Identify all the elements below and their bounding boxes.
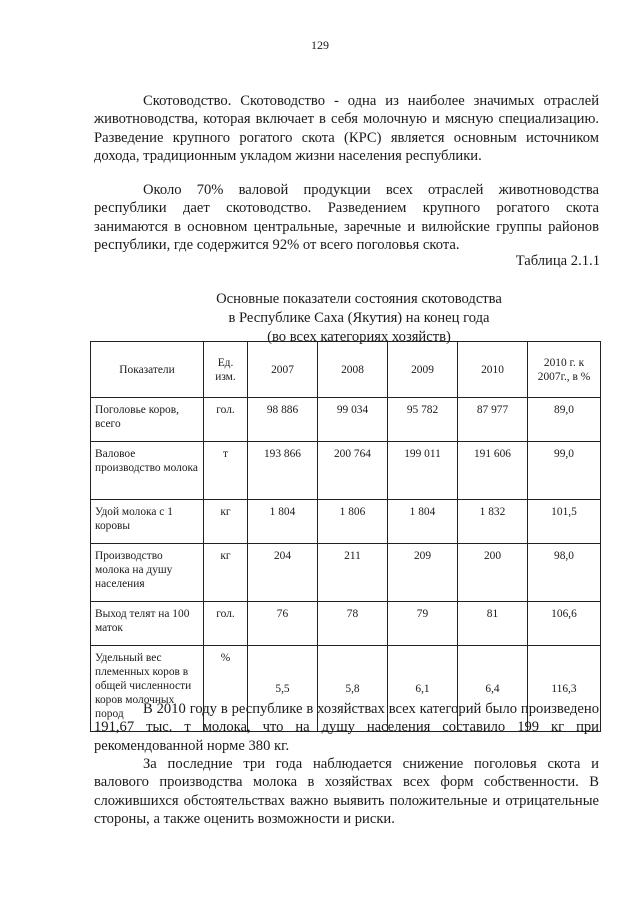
row-value-2010: 81 [458, 602, 528, 646]
page-number: 129 [311, 38, 329, 52]
header-ratio: 2010 г. к 2007г., в % [528, 342, 601, 398]
table-title-line: (во всех категориях хозяйств) [267, 329, 451, 345]
cattle-indicators-table [90, 341, 601, 732]
row-ratio: 99,0 [528, 442, 601, 500]
row-value-2008: 5,8 [318, 646, 388, 732]
row-value-2008: 1 806 [318, 500, 388, 544]
row-value-2007: 76 [248, 602, 318, 646]
row-indicator-name: Удой молока с 1 коровы [91, 500, 204, 544]
header-2009: 2009 [388, 342, 458, 398]
row-value-2007: 98 886 [248, 398, 318, 442]
table-title [94, 290, 624, 347]
header-2008: 2008 [318, 342, 388, 398]
header-unit: Ед. изм. [204, 342, 248, 398]
table-row [91, 442, 601, 500]
row-unit: гол. [204, 398, 248, 442]
row-ratio: 98,0 [528, 544, 601, 602]
row-value-2008: 211 [318, 544, 388, 602]
header-indicator: Показатели [91, 342, 204, 398]
row-indicator-name: Поголовье коров, всего [91, 398, 204, 442]
row-value-2008: 99 034 [318, 398, 388, 442]
row-unit: т [204, 442, 248, 500]
row-ratio: 116,3 [528, 646, 601, 732]
row-value-2008: 200 764 [318, 442, 388, 500]
row-indicator-name: Удельный вес племенных коров в общей численности коров молочных пород [91, 646, 204, 732]
header-2010: 2010 [458, 342, 528, 398]
row-indicator-name: Производство молока на душу населения [91, 544, 204, 602]
table-header-row [91, 342, 601, 398]
row-value-2010: 1 832 [458, 500, 528, 544]
row-value-2009: 6,1 [388, 646, 458, 732]
row-unit: гол. [204, 602, 248, 646]
row-value-2009: 1 804 [388, 500, 458, 544]
row-value-2007: 204 [248, 544, 318, 602]
row-value-2010: 191 606 [458, 442, 528, 500]
paragraph-cattle-breeding: Скотоводство. Скотоводство - одна из наиболее значимых отраслей животноводства, которая включает в себя молочную и мясную специализацию. Разведение крупного рогатого скота (КРС) является основным источником дохода, традиционным укладом жизни населения республики. [94, 93, 599, 165]
row-value-2010: 6,4 [458, 646, 528, 732]
row-unit: кг [204, 500, 248, 544]
table-row [91, 398, 601, 442]
paragraph-milk-production-2010: В 2010 году в республике в хозяйствах всех категорий было произведено 191,67 тыс. т молока, что на душу населения составило 199 кг при рекомендованной норме 380 кг. [94, 701, 599, 754]
paragraph-livestock-share: Около 70% валовой продукции всех отраслей животноводства республики дает скотоводство. Разведением крупного рогатого скота занимаются в основном центральные, заречные и вилюйские группы районов республики, где содержится 92% от всего поголовья скота. [94, 182, 599, 254]
row-value-2010: 200 [458, 544, 528, 602]
row-ratio: 89,0 [528, 398, 601, 442]
row-unit: % [204, 646, 248, 732]
row-value-2009: 79 [388, 602, 458, 646]
row-ratio: 106,6 [528, 602, 601, 646]
row-value-2008: 78 [318, 602, 388, 646]
header-2007: 2007 [248, 342, 318, 398]
row-value-2007: 193 866 [248, 442, 318, 500]
row-value-2009: 95 782 [388, 398, 458, 442]
table-title-line: Основные показатели состояния скотоводства [216, 291, 502, 307]
table-title-line: в Республике Саха (Якутия) на конец года [228, 310, 490, 326]
row-value-2009: 209 [388, 544, 458, 602]
row-value-2007: 5,5 [248, 646, 318, 732]
row-ratio: 101,5 [528, 500, 601, 544]
row-unit: кг [204, 544, 248, 602]
row-value-2007: 1 804 [248, 500, 318, 544]
table-label: Таблица 2.1.1 [515, 253, 600, 269]
row-indicator-name: Выход телят на 100 маток [91, 602, 204, 646]
row-value-2010: 87 977 [458, 398, 528, 442]
table-row [91, 544, 601, 602]
row-indicator-name: Валовое производство молока [91, 442, 204, 500]
table-row [91, 602, 601, 646]
table-row [91, 500, 601, 544]
paragraph-decline-trend: За последние три года наблюдается снижение поголовья скота и валового производства молока в хозяйствах всех форм собственности. В сложившихся обстоятельствах важно выявить положительные и отрицательные стороны, а также оценить возможности и риски. [94, 756, 599, 828]
row-value-2009: 199 011 [388, 442, 458, 500]
